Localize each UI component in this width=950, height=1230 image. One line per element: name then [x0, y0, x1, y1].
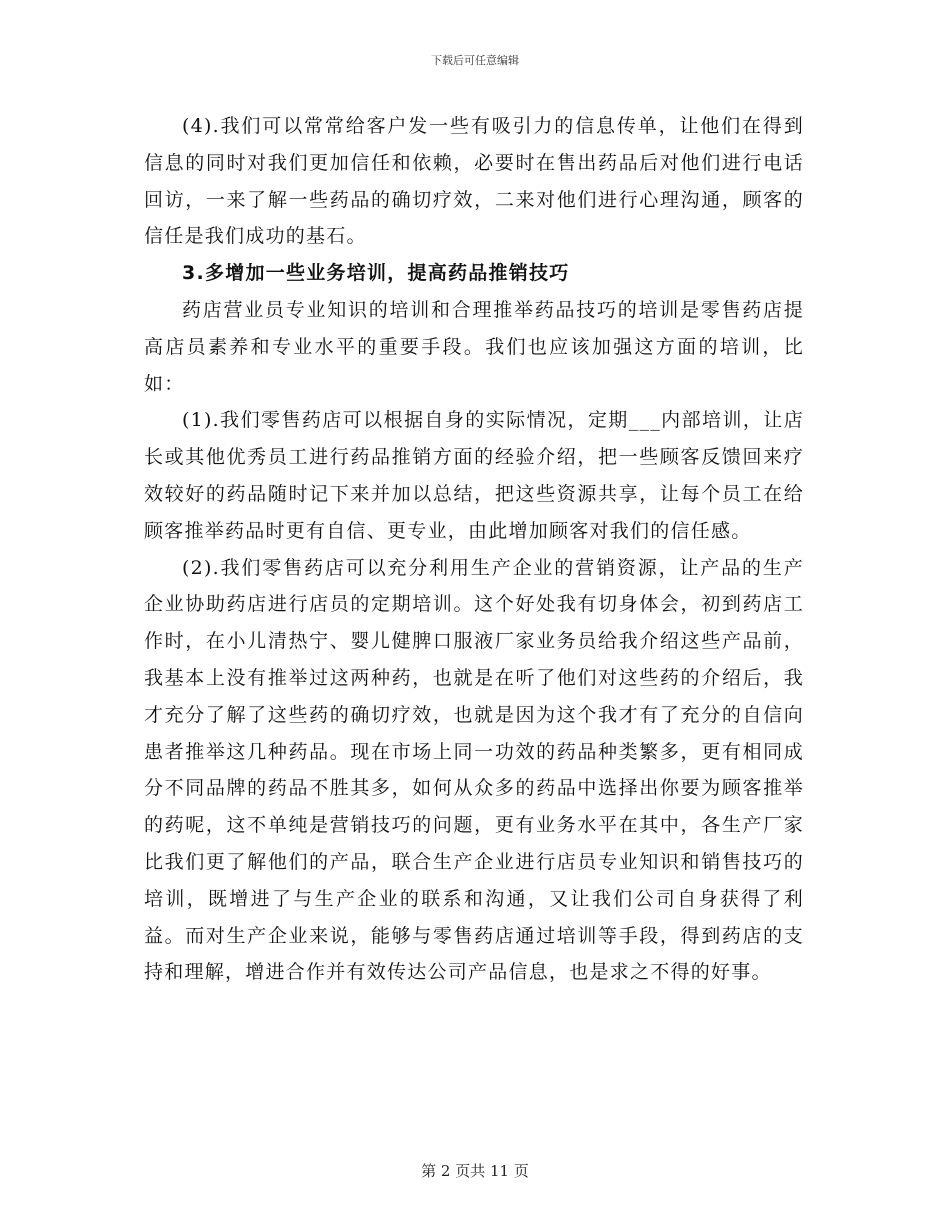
paragraph-training-intro: 药店营业员专业知识的培训和合理推举药品技巧的培训是零售药店提高店员素养和专业水平的重要手段。我们也应该加强这方面的培训，比如：: [144, 298, 804, 395]
paragraph-item-2: (2).我们零售药店可以充分利用生产企业的营销资源，让产品的生产企业协助药店进行店员的定期培训。这个好处我有切身体会，初到药店工作时，在小儿清热宁、婴儿健脾口服液厂家业务员给我介绍这些产品前，我基本上没有推举过这两种药，也就是在听了他们对这些药的介绍后，我才充分了解了这些药的确切疗效，也就是因为这个我才有了充分的自信向患者推举这几种药品。现在市场上同一功效的药品种类繁多，更有相同成分不同品牌的药品不胜其多，如何从众多的药品中选择出你要为顾客推举的药呢，这不单纯是营销技巧的问题，更有业务水平在其中，各生产厂家比我们更了解他们的产品，联合生产企业进行店员专业知识和销售技巧的培训，既增进了与生产企业的联系和沟通，又让我们公司自身获得了利益。而对生产企业来说，能够与零售药店通过培训等手段，得到药店的支持和理解，增进合作并有效传达公司产品信息，也是求之不得的好事。: [144, 556, 804, 984]
page-footer: 第 2 页共 11 页: [421, 1162, 529, 1180]
paragraph-item-4: (4).我们可以常常给客户发一些有吸引力的信息传单，让他们在得到信息的同时对我们更加信任和依赖，必要时在售出药品后对他们进行电话回访，一来了解一些药品的确切疗效，二来对他们进行心理沟通，顾客的信任是我们成功的基石。: [144, 115, 804, 248]
page-header: 下载后可任意编辑: [431, 54, 519, 67]
document-body: [144, 108, 804, 991]
paragraph-item-1: (1).我们零售药店可以根据自身的实际情况，定期___内部培训，让店长或其他优秀员工进行药品推销方面的经验介绍，把一些顾客反馈回来疗效较好的药品随时记下来并加以总结，把这些资源共享，让每个员工在给顾客推举药品时更有自信、更专业，由此增加顾客对我们的信任感。: [144, 409, 804, 542]
section-heading-3: 3.多增加一些业务培训，提高药品推销技巧: [182, 262, 570, 285]
